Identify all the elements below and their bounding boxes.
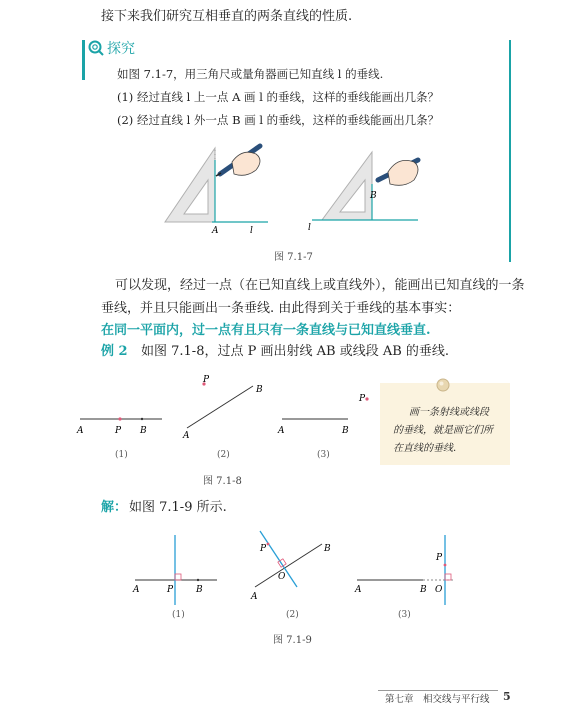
caption-7-1-9: 图 7.1-9 <box>273 635 312 646</box>
fig9-sub1: (1) <box>172 610 185 620</box>
explore-bar <box>82 40 85 80</box>
body-p2: 垂线，并且只能画出一条垂线. 由此得到关于垂线的基本事实： <box>101 301 461 316</box>
fig8-1-P: P <box>115 426 122 436</box>
footer-chapter: 第七章 相交线与平行线 <box>385 694 490 705</box>
fig9-2-B: B <box>324 544 331 554</box>
label-B-right: B <box>370 191 377 201</box>
example-label: 例 2 <box>101 344 128 359</box>
label-l-left: l <box>250 226 253 236</box>
basic-fact: 在同一平面内，过一点有且只有一条直线与已知直线垂直. <box>101 323 431 338</box>
fig9-3-B: B <box>420 585 427 595</box>
fig8-sub2: (2) <box>217 450 230 460</box>
solution-text: 如图 7.1-9 所示. <box>129 500 227 515</box>
hand-pen-right-icon <box>378 160 418 185</box>
set-square-left <box>165 148 215 222</box>
fig9-1-P: P <box>167 585 174 595</box>
fig9-2-O: O <box>278 572 286 582</box>
label-A-left: A <box>212 226 219 236</box>
caption-7-1-7: 图 7.1-7 <box>274 252 313 263</box>
explore-p1: 如图 7.1-7，用三角尺或量角器画已知直线 l 的垂线. <box>117 67 384 81</box>
figure-7-1-8 <box>70 372 370 462</box>
intro-text: 接下来我们研究互相垂直的两条直线的性质. <box>101 9 353 24</box>
fig9-1-B: B <box>196 585 203 595</box>
explore-title: 探究 <box>107 41 135 57</box>
fig9-3-A: A <box>355 585 362 595</box>
figure-7-1-9 <box>125 525 455 625</box>
fig9-1-A: A <box>133 585 140 595</box>
explore-q2: (2) 经过直线 l 外一点 B 画 l 的垂线，这样的垂线能画出几条？ <box>117 113 440 127</box>
fig8-2-B: B <box>256 385 263 395</box>
body-p1: 可以发现，经过一点（在已知直线上或直线外），能画出已知直线的一条 <box>115 278 525 293</box>
fig8-sub3: (3) <box>317 450 330 460</box>
note-line-3: 在直线的垂线. <box>393 443 457 454</box>
solution-label: 解： <box>101 500 128 515</box>
page-number: 5 <box>503 690 511 703</box>
fig9-sub3: (3) <box>398 610 411 620</box>
explore-q1: (1) 经过直线 l 上一点 A 画 l 的垂线，这样的垂线能画出几条？ <box>117 90 440 104</box>
fig8-2-P: P <box>203 375 210 385</box>
fig8-3-B: B <box>342 426 349 436</box>
fig8-1-A: A <box>77 426 84 436</box>
fig9-2-A: A <box>251 592 258 602</box>
figure-7-1-7 <box>150 140 480 240</box>
magnifier-icon <box>88 40 104 56</box>
fig9-3-O: O <box>435 585 443 595</box>
label-l-right: l <box>308 223 311 233</box>
set-square-right <box>322 152 372 220</box>
fig8-3-A: A <box>278 426 285 436</box>
note-line-1: 画一条射线或线段 <box>409 407 489 418</box>
fig9-2-P: P <box>260 544 267 554</box>
fig8-3-P: P <box>359 394 366 404</box>
fig8-1-B: B <box>140 426 147 436</box>
pin-icon <box>435 377 451 393</box>
fig9-3-P: P <box>436 553 443 563</box>
note-line-2: 的垂线，就是画它们所 <box>393 425 493 436</box>
note-text <box>393 404 493 458</box>
fig8-sub1: (1) <box>115 450 128 460</box>
fig9-sub2: (2) <box>286 610 299 620</box>
caption-7-1-8: 图 7.1-8 <box>203 476 242 487</box>
fig8-2-A: A <box>183 431 190 441</box>
example-text: 如图 7.1-8，过点 P 画出射线 AB 或线段 AB 的垂线. <box>141 344 450 359</box>
hand-pen-left-icon <box>216 146 260 176</box>
